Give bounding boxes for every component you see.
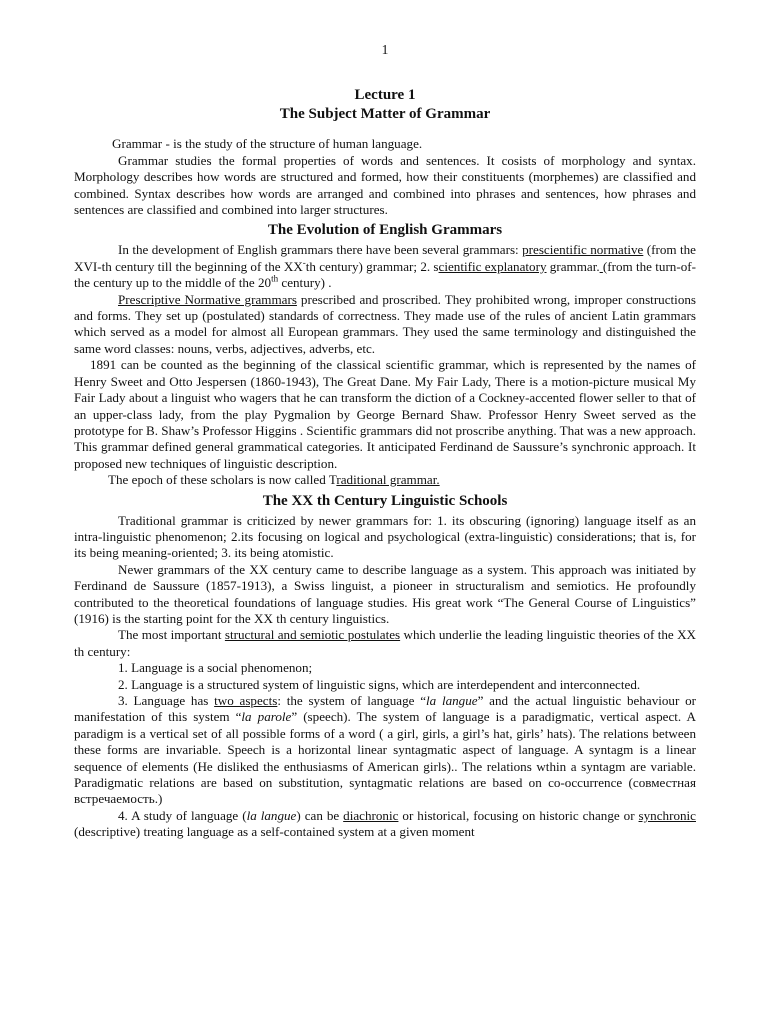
schools-paragraph-1: Traditional grammar is criticized by newer grammars for: 1. its obscuring (ignoring) language itself as an intra-linguistic phenomenon; 2.its focusing on logical and psychological (extra-linguistic) considerations; that is, for its being meaning-oriented; 3. its being atomistic. (74, 512, 696, 561)
schools-paragraph-3: The most important structural and semiotic postulates which underlie the leading linguistic theories of the XX th century: (74, 627, 696, 659)
evolution-paragraph-3: 1891 can be counted as the beginning of the classical scientific grammar, which is represented by the names of Henry Sweet and Otto Jespersen (1860-1943), The Great Dane. My Fair Lady, There is a motion-picture musical My Fair Lady about a linguist who wagers that he can transform the diction of a Cockney-accented flower seller to that of an upper-class lady, from the play Pygmalion by George Bernard Shaw. Professor Henry Sweet served as the prototype for B. Shaw’s Professor Higgins . Scientific grammars did not proscribe anything. That was a new approach. This grammar defined general grammatical categories. It anticipated Ferdinand de Saussure’s synchronic approach. It proposed new techniques of linguistic description. (74, 357, 696, 471)
postulate-item-1: 1. Language is a social phenomenon; (118, 660, 313, 676)
intro-paragraph: Grammar studies the formal properties of words and sentences. It cosists of morphology and syntax. Morphology describes how words are structured and formed, how their constituents (morphemes) are classified and combined. Syntax describes how words are arranged and combined into phrases and sentences, how phrases and sentences are classified and combined into larger structures. (74, 152, 696, 218)
intro-definition: Grammar - is the study of the structure of human language. (112, 136, 423, 152)
page-title: The Subject Matter of Grammar (279, 106, 491, 123)
section-heading-xx-century: The XX th Century Linguistic Schools (262, 492, 508, 509)
postulate-item-3: 3. Language has two aspects: the system of language “la langue” and the actual linguistic behaviour or manifestation of this system “la parole” (speech). The system of language is a paradigmatic, vertical aspect. A paradigm is a vertical set of all possible forms of a word ( a girl, girls, a girl’s hat, girls’ hats). The relations between these forms are invariable. Speech is a horizontal linear syntagmatic aspect of language. A syntagm is a linear sequence of elements (He disliked the enthusiasms of American girls).. The relations wthin a syntagm are variable. Paradigmatic relations are based on substitution, syntagmatic relations are based on co-occurrence (совместная встречаемость.) (74, 693, 696, 807)
postulate-item-2: 2. Language is a structured system of linguistic signs, which are interdependent and interconnected. (118, 676, 641, 692)
postulate-item-4: 4. A study of language (la langue) can be diachronic or historical, focusing on historic change or synchronic (descriptive) treating language as a self-contained system at a given moment (74, 807, 696, 840)
schools-paragraph-2: Newer grammars of the XX century came to describe language as a system. This approach was initiated by Ferdinand de Saussure (1857-1913), a Swiss linguist, a pioneer in structuralism and semiotics. He profoundly contributed to the theoretical foundations of language studies. His great work “The General Course of Linguistics” (1916) is the starting point for the XX th century linguistics. (74, 561, 696, 626)
lecture-label: Lecture 1 (354, 87, 416, 104)
evolution-paragraph-1: In the development of English grammars there have been several grammars: prescientific normative (from the XVI-th century till the beginning of the XX-th century) grammar; 2. scientific explanatory grammar. (from the turn-of-the century up to the middle of the 20th century) . (74, 242, 696, 291)
page-number: 1 (381, 42, 389, 57)
section-heading-evolution: The Evolution of English Grammars (267, 222, 503, 239)
evolution-paragraph-2: Prescriptive Normative grammars prescribed and proscribed. They prohibited wrong, improper constructions and forms. They set up (postulated) standards of correctness. They made use of the rules of ancient Latin grammars which served as a model for almost all European grammars. They used the same terminology and distinguished the same word classes: nouns, verbs, adjectives, adverbs, etc. (74, 291, 697, 356)
evolution-paragraph-4: The epoch of these scholars is now called Traditional grammar. (108, 472, 440, 488)
